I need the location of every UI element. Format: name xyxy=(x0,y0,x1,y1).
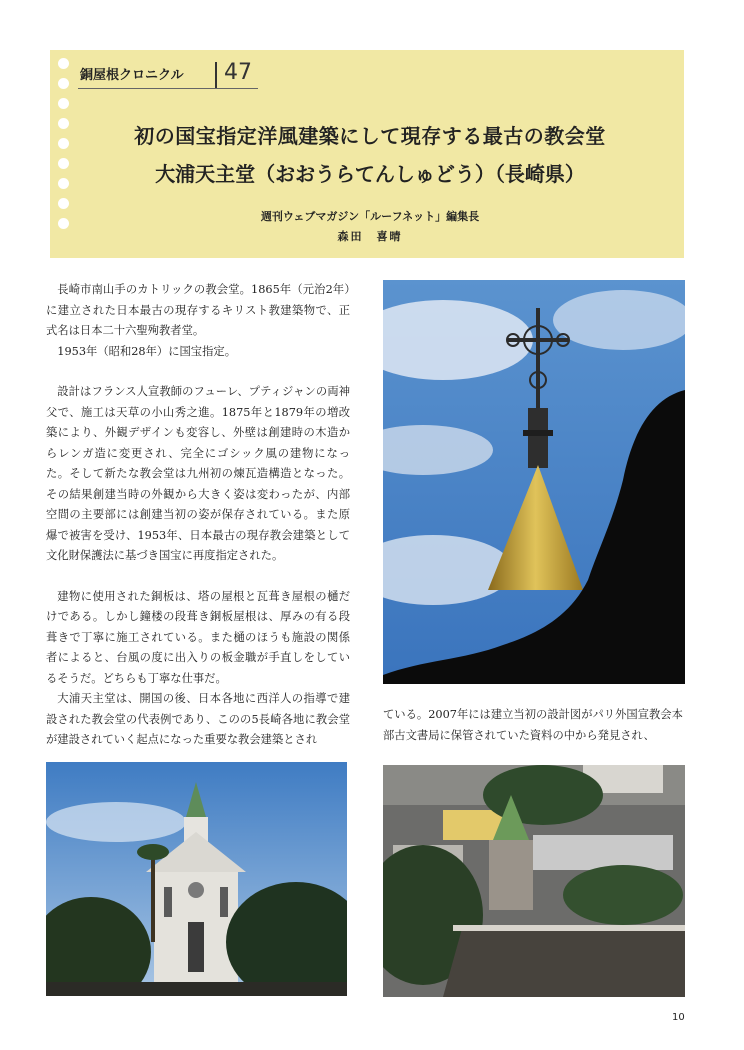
paragraph: 建物に使用された銅板は、塔の屋根と瓦葺き屋根の樋だけである。しかし鐘楼の段葺き銅板屋根は、厚みの有る段葺きで丁寧に施工されている。また樋のほうも施設の関係者によると、台風の度に出入りの板金職が手直しをしているそうだ。どちらも丁寧な仕事だ。 xyxy=(46,589,350,685)
article-title: 初の国宝指定洋風建築にして現存する最古の教会堂 xyxy=(134,124,606,148)
paragraph: 長崎市南山手のカトリックの教会堂。1865年（元治2年）に建立された日本最古の現存するキリスト教建築物で、正式名は日本二十六聖殉教者堂。 xyxy=(46,283,350,337)
author-name: 森田 喜晴 xyxy=(337,230,403,243)
binder-hole xyxy=(58,58,69,69)
author-role: 週刊ウェブマガジン「ルーフネット」編集長 xyxy=(260,210,480,223)
series-number: 47 xyxy=(224,60,252,85)
paragraph: 設計はフランス人宣教師のフューレ、プティジャンの両神父で、施工は天草の小山秀之進。1875年と1879年の増改築により、外観デザインも変容し、外壁は創建時の木造からレンガ造に変更され、完全にゴシック風の建物になった。そして新たな教会堂は九州初の煉瓦造構造となった。その結果創建当時の外観から大きく姿は変わったが、内部空間の主要部には創建当初の姿が保存されている。また原爆で被害を受け、1953年、日本最古の現存教会建築として文化財保護法に基づき国宝に再度指定された。 xyxy=(46,385,350,562)
spire-photo xyxy=(383,280,685,684)
article-body xyxy=(46,280,350,751)
series-divider xyxy=(215,62,217,88)
hillside-spire-photo xyxy=(383,765,685,997)
article-body-continued: ている。2007年には建立当初の設計図がパリ外国宣教会本部古文書局に保管されていた資料の中から発見され、 xyxy=(383,708,683,742)
article-subtitle: 大浦天主堂（おおうらてんしゅどう）（長崎県） xyxy=(155,162,585,186)
page-number: 10 xyxy=(672,1012,685,1023)
paragraph: 1953年（昭和28年）に国宝指定。 xyxy=(57,344,236,358)
series-underline xyxy=(78,88,258,89)
binder-hole xyxy=(58,98,69,109)
binder-hole xyxy=(58,78,69,89)
paragraph: 大浦天主堂は、開国の後、日本各地に西洋人の指導で建設された教会堂の代表例であり、このの5長崎各地に教会堂が建設されていく起点になった重要な教会建築とされ xyxy=(46,692,350,746)
church-facade-photo xyxy=(46,762,347,996)
series-label: 銅屋根クロニクル xyxy=(80,68,184,83)
